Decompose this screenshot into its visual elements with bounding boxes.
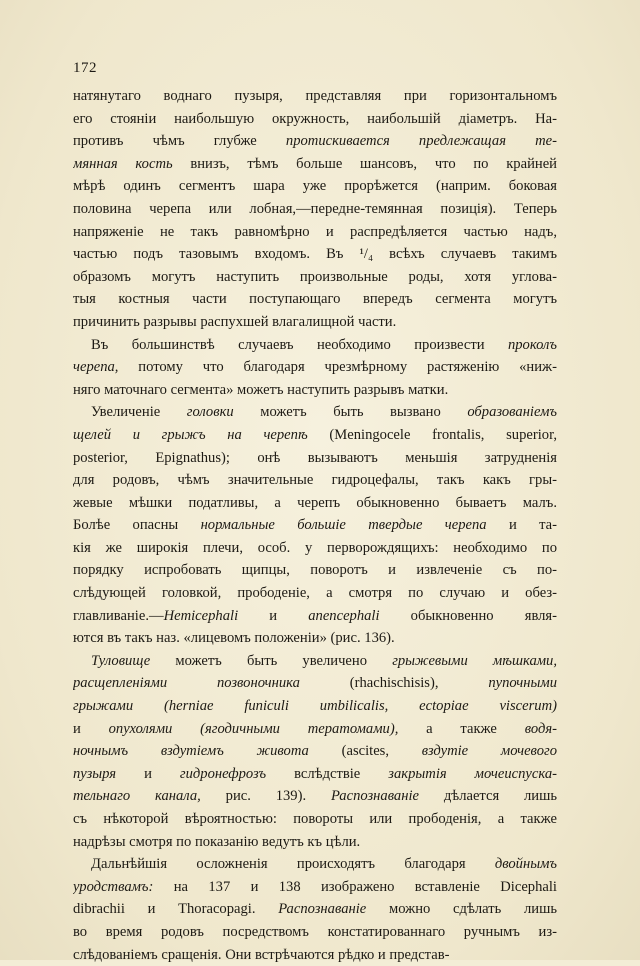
text-line [73,876,557,899]
text-line [73,763,557,786]
text-line [73,740,557,763]
text-segment: можетъ быть вызвано [233,404,468,421]
italic-text: вздутіе мочевого [421,743,557,760]
text-segment: натянутаго воднаго пузыря, представляя при горизонтальномъ [73,88,557,104]
text-segment: во время родовъ посредствомъ констатированнаго ручнымъ из- [73,923,557,940]
italic-text: закрытія мочеиспуска- [388,765,557,782]
italic-text: Распознаваніе [278,901,367,918]
text-segment: жевые мѣшки податливы, а черепъ обыкновенно бываетъ малъ. [73,494,557,511]
text-segment: вслѣдствіе [266,765,389,782]
text-line [73,108,557,131]
italic-text: водя- [524,720,557,737]
text-line [73,695,557,718]
text-segment: (ascites, [308,743,422,760]
italic-text: уродствамъ: [73,878,154,895]
text-segment: противъ чѣмъ глубже [73,133,286,150]
text-segment: образомъ могутъ наступить произвольные роды, хотя углова- [73,268,557,285]
text-line [73,424,557,447]
text-segment: порядку испробовать щипцы, поворотъ и извлеченіе съ по- [73,562,557,579]
italic-text: ночнымъ вздутіемъ живота [73,743,309,760]
body-text [73,85,557,966]
text-line [73,808,557,831]
text-segment: (Meningocele frontalis, superior, [307,426,557,443]
italic-text: проколъ [507,336,557,353]
text-segment: надрѣзы смотря по показанію ведутъ къ цѣли. [73,833,361,850]
italic-text: тельнаго канала, [73,788,201,805]
text-line [73,153,557,176]
text-line [73,921,557,944]
italic-text: anencephali [308,607,380,624]
text-line [73,537,557,560]
italic-text: нормальные большіе твердые черепа [200,517,487,534]
text-line [73,853,557,876]
italic-text: образованіемъ [467,404,557,421]
text-line [73,492,557,515]
text-line [73,898,557,921]
italic-text: Hemicephali [163,607,239,624]
text-line [73,582,557,605]
text-line [73,559,557,582]
italic-text: расщепленіями позвоночника [73,675,300,692]
text-segment: обыкновенно явля- [379,607,557,624]
text-segment: posterior, Epignathus); онѣ вызываютъ меньшія затрудненія [73,449,557,466]
text-line [73,469,557,492]
italic-text: гидронефрозъ [179,765,267,782]
text-line [73,514,557,537]
text-segment: и та- [486,517,557,534]
page-number: 172 [73,60,97,76]
italic-text: Распознаваніе [330,788,420,805]
text-segment: мѣрѣ одинъ сегментъ шара уже прорѣжется (наприм. боковая [73,178,557,195]
text-segment: кія же широкія плечи, особ. у перворождящихъ: необходимо по [73,539,557,556]
text-segment: его стояніи наибольшую окружность, наибольшій діаметръ. На- [73,110,557,127]
text-line [73,311,557,334]
text-segment: ются въ такъ наз. «лицевомъ положеніи» (рис. 136). [73,630,395,647]
italic-text: черепа, [73,359,119,376]
italic-text: пузыря [73,765,117,782]
text-line [73,401,557,424]
text-segment: частью подъ тазовымъ входомъ. Въ ¹/₄ всѣхъ случаевъ такимъ [73,246,557,263]
text-line [73,379,557,402]
italic-text: пупочными [488,675,557,692]
text-line [73,243,557,266]
text-segment: можно сдѣлать лишь [366,901,557,918]
text-segment: главливаніе.— [73,607,164,624]
text-segment: причинить разрывы распухшей влагалищной части. [73,313,397,330]
text-segment: слѣдующей головкой, прободеніе, а смотря по случаю и обез- [73,585,557,602]
text-segment: и [73,720,109,737]
italic-text: грыжевыми мѣшками, [392,652,557,669]
text-line [73,718,557,741]
text-segment: а также [398,720,525,737]
text-line [73,944,557,966]
text-line [73,198,557,221]
text-segment: дѣлается лишь [419,788,557,805]
text-segment: dibrachii и Thoracopagi. [73,901,279,918]
italic-text: щелей и грыжъ на черепѣ [73,426,308,443]
text-segment: на 137 и 138 изображено вставленіе Dicephali [153,878,557,895]
text-segment: съ нѣкоторой вѣроятностью: повороты или прободенія, а также [73,811,557,827]
text-segment: половина черепа или лобная,—передне-темянная позиція). Теперь [73,200,557,217]
italic-text: протискивается предлежащая те- [285,133,557,150]
text-segment: для родовъ, чѣмъ значительные гидроцефалы, такъ какъ гры- [73,472,557,489]
text-line [73,785,557,808]
text-segment: Увеличеніе [91,404,187,421]
italic-text: двойнымъ [494,856,557,873]
text-segment: внизъ, тѣмъ больше шансовъ, что по крайней [172,155,557,172]
text-segment: тыя костныя части поступающаго впередъ сегмента могутъ [73,291,557,308]
text-line [73,356,557,379]
text-line [73,334,557,357]
text-line [73,266,557,289]
text-line [73,627,557,650]
text-segment: (rhachischisis), [299,675,489,692]
text-segment: Въ большинствѣ случаевъ необходимо произвести [91,336,508,353]
text-segment: няго маточнаго сегмента» можетъ наступить разрывъ матки. [73,381,449,398]
text-line [73,605,557,628]
text-segment: напряженіе не такъ равномѣрно и распредѣляется частью надъ, [73,223,557,240]
text-segment: слѣдованіемъ сращенія. Они встрѣчаются рѣдко и представ- [73,946,450,963]
text-line [73,447,557,470]
italic-text: Туловище [91,652,151,669]
italic-text: опухолями (ягодичными тератомами), [108,720,399,737]
text-segment: рис. 139). [200,788,331,805]
text-line [73,288,557,311]
text-segment: можетъ быть увеличено [150,652,393,669]
text-line [73,672,557,695]
text-line [73,221,557,244]
italic-text: мянная кость [73,155,173,172]
italic-text: грыжами (herniae funiculi umbilicalis, ectopiae viscerum) [73,698,557,715]
text-line [73,831,557,854]
text-segment: и [116,765,180,782]
text-segment: Дальнѣйшія осложненія происходятъ благодаря [91,856,495,873]
text-segment: и [238,607,309,624]
italic-text: головки [186,404,234,421]
text-segment: потому что благодаря чрезмѣрному растяженію «ниж- [118,359,557,376]
text-line [73,130,557,153]
text-line [73,85,557,108]
text-line [73,175,557,198]
text-line [73,650,557,673]
text-segment: Болѣе опасны [73,517,201,534]
